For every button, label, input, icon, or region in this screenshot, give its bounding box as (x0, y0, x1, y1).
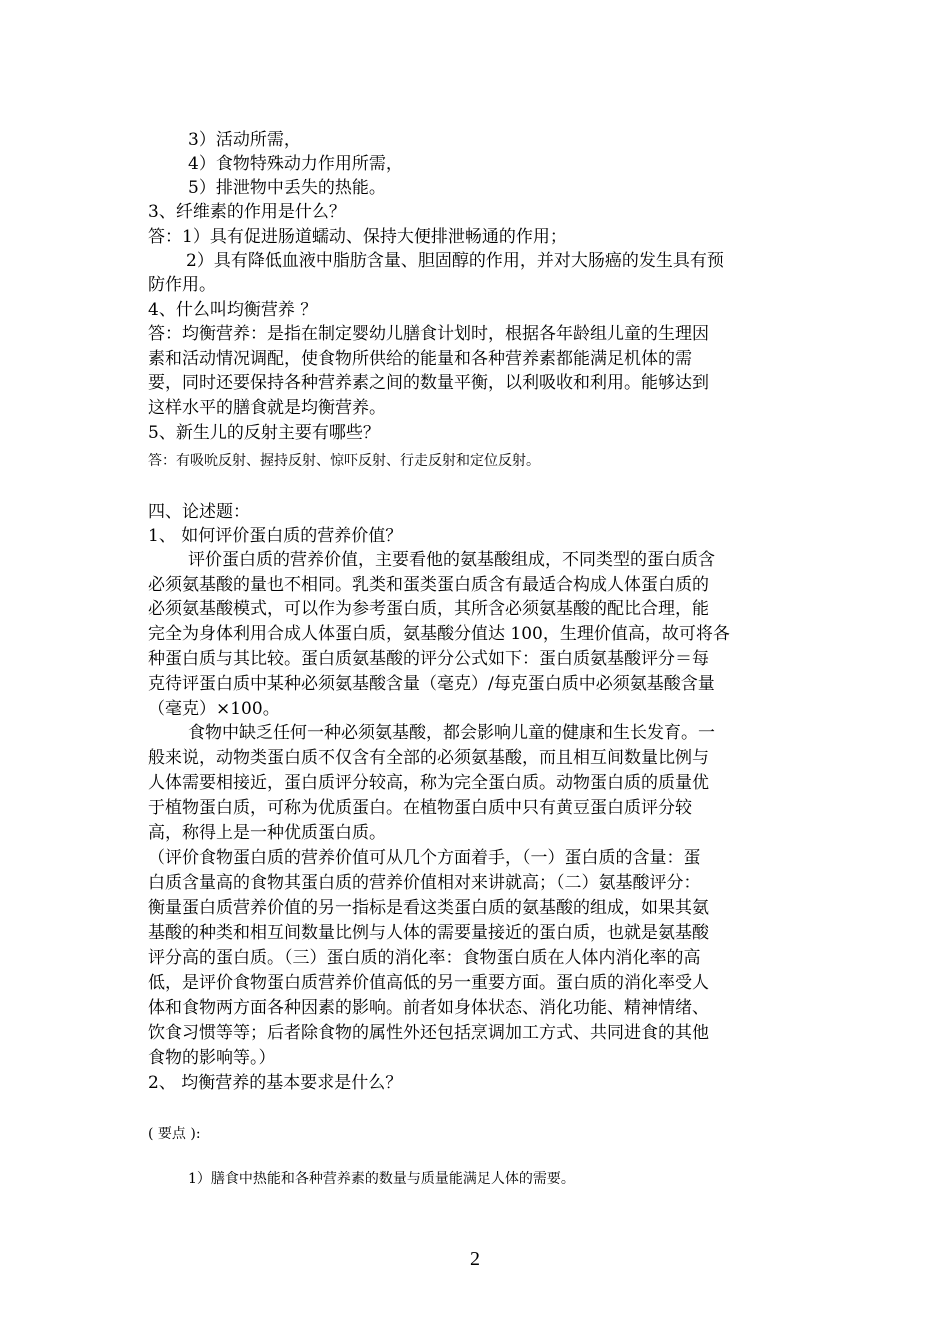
text-line: （毫克）×100。 (148, 699, 280, 719)
text-line: 基酸的种类和相互间数量比例与人体的需要量接近的蛋白质，也就是氨基酸 (148, 923, 709, 943)
text-line: 评分高的蛋白质。（三）蛋白质的消化率：食物蛋白质在人体内消化率的高 (148, 948, 701, 968)
text-line: 饮食习惯等等；后者除食物的属性外还包括烹调加工方式、共同进食的其他 (148, 1023, 709, 1043)
text-line: 种蛋白质与其比较。蛋白质氨基酸的评分公式如下：蛋白质氨基酸评分＝每 (148, 649, 709, 669)
section-heading: 四、论述题： (148, 502, 250, 522)
question-heading: 4、什么叫均衡营养 ？ (148, 300, 318, 320)
text-line: 5）排泄物中丢失的热能。 (188, 178, 386, 198)
question-heading: 3、纤维素的作用是什么？ (148, 202, 346, 222)
question-heading: 1、 如何评价蛋白质的营养价值？ (148, 526, 403, 546)
text-line: 要，同时还要保持各种营养素之间的数量平衡，以利吸收和利用。能够达到 (148, 373, 709, 393)
text-line: 人体需要相接近，蛋白质评分较高，称为完全蛋白质。动物蛋白质的质量优 (148, 773, 709, 793)
text-line: 体和食物两方面各种因素的影响。前者如身体状态、消化功能、精神情绪、 (148, 998, 709, 1018)
text-line: 必须氨基酸的量也不相同。乳类和蛋类蛋白质含有最适合构成人体蛋白质的 (148, 575, 709, 595)
question-heading: 5、新生儿的反射主要有哪些？ (148, 423, 380, 443)
text-line: 素和活动情况调配，使食物所供给的能量和各种营养素都能满足机体的需 (148, 349, 692, 369)
text-line: 1）膳食中热能和各种营养素的数量与质量能满足人体的需要。 (188, 1171, 575, 1187)
text-line: 食物中缺乏任何一种必须氨基酸，都会影响儿童的健康和生长发育。一 (188, 723, 715, 743)
text-line: （评价食物蛋白质的营养价值可从几个方面着手，（一）蛋白质的含量：蛋 (148, 848, 701, 868)
text-line: 答：有吸吮反射、握持反射、惊吓反射、行走反射和定位反射。 (148, 453, 540, 469)
text-line: 克待评蛋白质中某种必须氨基酸含量（毫克）/每克蛋白质中必须氨基酸含量 (148, 674, 715, 694)
text-line: 4）食物特殊动力作用所需， (188, 154, 403, 174)
text-line: 3）活动所需， (188, 130, 301, 150)
text-line: 白质含量高的食物其蛋白质的营养价值相对来讲就高；（二）氨基酸评分： (148, 873, 701, 893)
text-line: 答：均衡营养：是指在制定婴幼儿膳食计划时，根据各年龄组儿童的生理因 (148, 324, 709, 344)
text-line: 食物的影响等。） (148, 1048, 276, 1068)
text-line: 这样水平的膳食就是均衡营养。 (148, 398, 386, 418)
text-line: 般来说，动物类蛋白质不仅含有全部的必须氨基酸，而且相互间数量比例与 (148, 748, 709, 768)
text-line: 衡量蛋白质营养价值的另一指标是看这类蛋白质的氨基酸的组成，如果其氨 (148, 898, 709, 918)
question-heading: 2、 均衡营养的基本要求是什么？ (148, 1073, 403, 1093)
text-line: 评价蛋白质的营养价值，主要看他的氨基酸组成，不同类型的蛋白质含 (188, 550, 715, 570)
text-line: 2）具有降低血液中脂肪含量、胆固醇的作用，并对大肠癌的发生具有预 (186, 251, 724, 271)
text-line: 必须氨基酸模式，可以作为参考蛋白质，其所含必须氨基酸的配比合理，能 (148, 599, 709, 619)
text-line: 低，是评价食物蛋白质营养价值高低的另一重要方面。蛋白质的消化率受人 (148, 973, 709, 993)
text-line: 于植物蛋白质，可称为优质蛋白。在植物蛋白质中只有黄豆蛋白质评分较 (148, 798, 692, 818)
text-line: 防作用。 (148, 275, 216, 295)
text-line: 答：1）具有促进肠道蠕动、保持大便排泄畅通的作用； (148, 227, 567, 247)
text-line: 完全为身体利用合成人体蛋白质，氨基酸分值达 100，生理价值高，故可将各 (148, 624, 730, 644)
key-points-label: ( 要点 ): (148, 1126, 201, 1142)
text-line: 高，称得上是一种优质蛋白质。 (148, 823, 386, 843)
page-number: 2 (470, 1248, 480, 1270)
